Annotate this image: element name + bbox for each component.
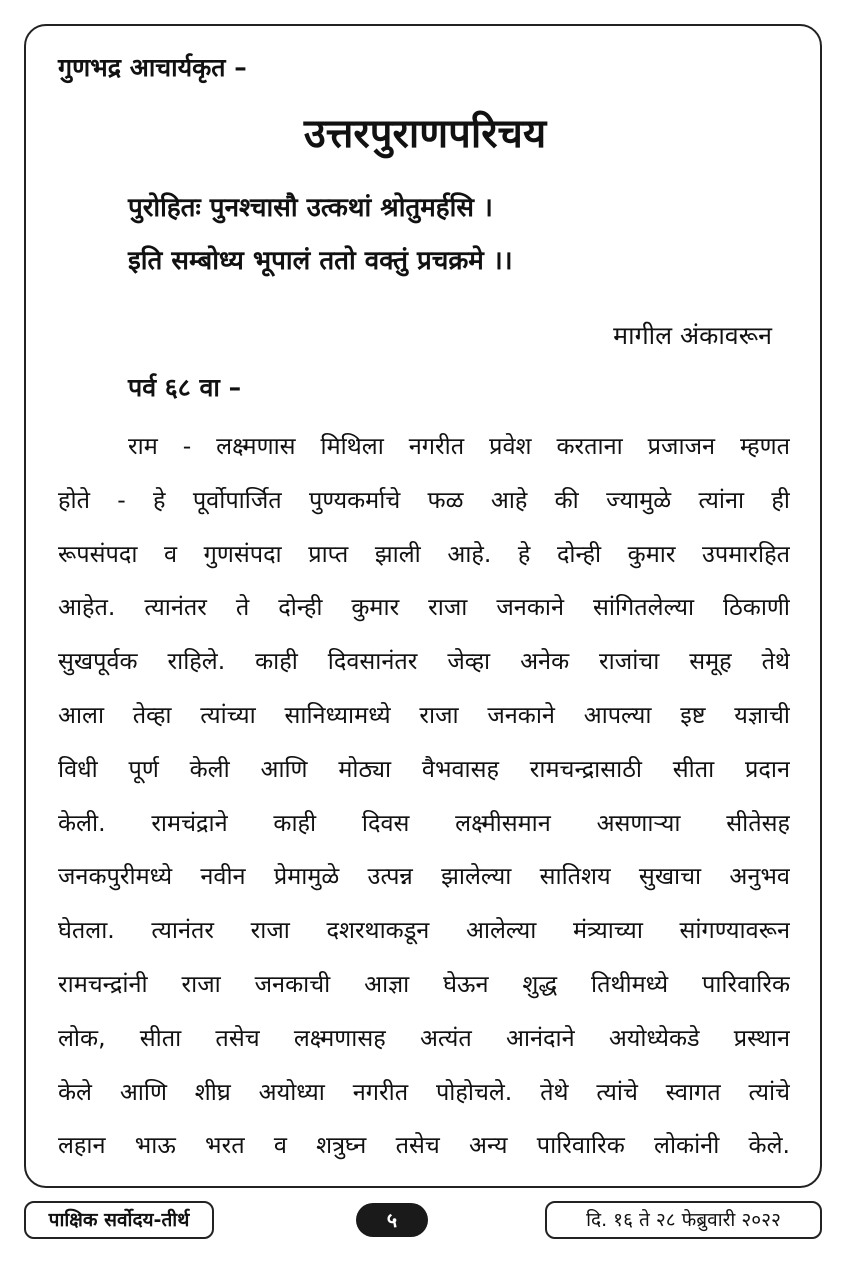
issue-date: दि. १६ ते २८ फेब्रुवारी २०२२ bbox=[545, 1201, 822, 1239]
verse-line-1: पुरोहितः पुनश्चासौ उत्कथां श्रोतुमर्हसि । bbox=[128, 193, 493, 223]
body-line: आहेत. त्यानंतर ते दोन्ही कुमार राजा जनकाने सांगितलेल्या ठिकाणी bbox=[58, 593, 790, 622]
body-line: सुखपूर्वक राहिले. काही दिवसानंतर जेव्हा अनेक राजांचा समूह तेथे bbox=[58, 647, 790, 676]
body-line: लोक, सीता तसेच लक्ष्मणासह अत्यंत आनंदाने अयोध्येकडे प्रस्थान bbox=[58, 1023, 790, 1052]
body-line: लहान भाऊ भरत व शत्रुघ्न तसेच अन्य पारिवारिक लोकांनी केले. bbox=[58, 1131, 790, 1160]
body-line: जनकपुरीमध्ये नवीन प्रेमामुळे उत्पन्न झालेल्या सातिशय सुखाचा अनुभव bbox=[58, 862, 790, 891]
body-text bbox=[58, 420, 790, 1173]
author-line: गुणभद्र आचार्यकृत – bbox=[58, 53, 247, 82]
body-line: रामचन्द्रांनी राजा जनकाची आज्ञा घेऊन शुद्ध तिथीमध्ये पारिवारिक bbox=[58, 969, 790, 998]
continued-note: मागील अंकावरून bbox=[613, 321, 772, 350]
page-number: ५ bbox=[356, 1203, 428, 1237]
publication-name: पाक्षिक सर्वोदय-तीर्थ bbox=[24, 1201, 214, 1239]
body-line: घेतला. त्यानंतर राजा दशरथाकडून आलेल्या मंत्र्याच्या सांगण्यावरून bbox=[58, 916, 790, 945]
page-title: उत्तरपुराणपरिचय bbox=[303, 111, 547, 157]
body-line: आला तेव्हा त्यांच्या सानिध्यामध्ये राजा जनकाने आपल्या इष्ट यज्ञाची bbox=[58, 700, 790, 729]
section-heading: पर्व ६८ वा – bbox=[128, 373, 242, 402]
body-line: विधी पूर्ण केली आणि मोठ्या वैभवासह रामचन्द्रासाठी सीता प्रदान bbox=[58, 754, 790, 783]
body-line: राम - लक्ष्मणास मिथिला नगरीत प्रवेश करताना प्रजाजन म्हणत bbox=[128, 432, 790, 460]
body-line: केले आणि शीघ्र अयोध्या नगरीत पोहोचले. तेथे त्यांचे स्वागत त्यांचे bbox=[58, 1077, 790, 1106]
body-line: रूपसंपदा व गुणसंपदा प्राप्त झाली आहे. हे दोन्ही कुमार उपमारहित bbox=[58, 539, 790, 568]
verse-line-2: इति सम्बोध्य भूपालं ततो वक्तुं प्रचक्रमे ।। bbox=[128, 246, 513, 276]
body-line: होते - हे पूर्वोपार्जित पुण्यकर्माचे फळ आहे की ज्यामुळे त्यांना ही bbox=[58, 485, 790, 514]
body-line: केली. रामचंद्राने काही दिवस लक्ष्मीसमान असणाऱ्या सीतेसह bbox=[58, 808, 790, 837]
